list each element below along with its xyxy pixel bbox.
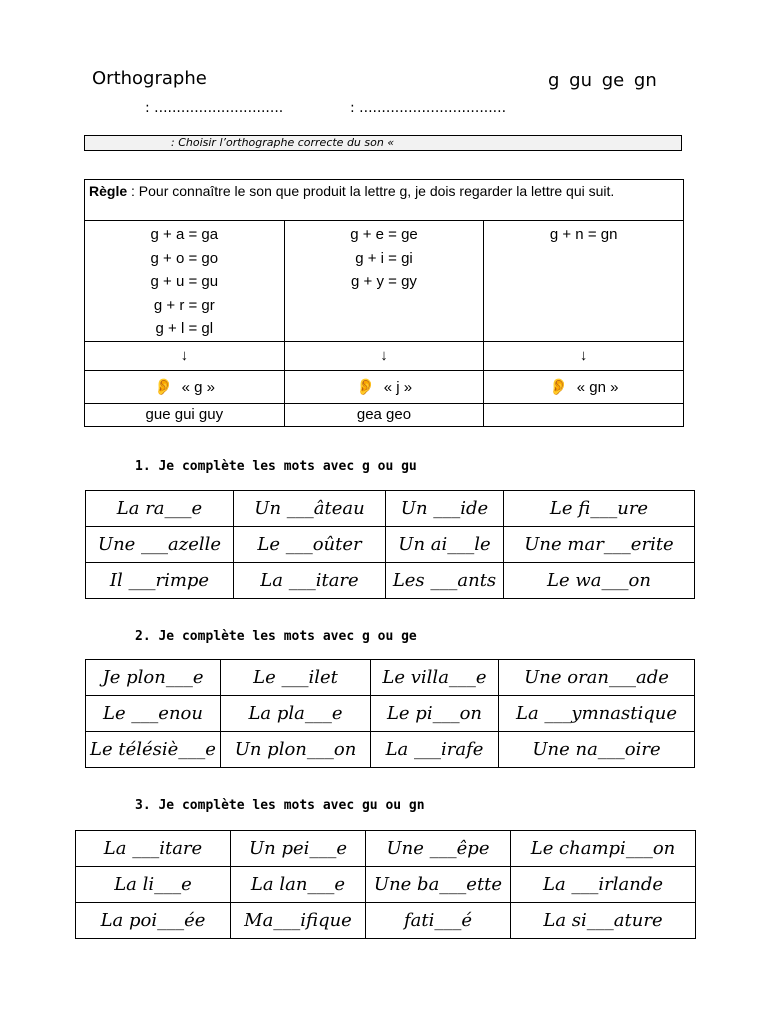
sound-label: « gn » (576, 378, 619, 396)
exercise-2-heading: 2. Je complète les mots avec g ou ge (135, 629, 417, 644)
word-cell[interactable]: fati___é (366, 903, 511, 939)
down-arrow-icon: ↓ (284, 341, 484, 370)
word-cell[interactable]: Le villa___e (371, 660, 499, 696)
rule-eq: g + o = go (150, 249, 219, 267)
date-line: : ................................. (350, 100, 507, 116)
word-cell[interactable]: Un pei___e (231, 831, 366, 867)
word-cell[interactable]: Une ___azelle (86, 527, 234, 563)
word-cell[interactable]: La poi___ée (76, 903, 231, 939)
word-cell[interactable]: Les ___ants (386, 563, 504, 599)
table-row (86, 563, 695, 599)
example-cell: gea geo (284, 403, 484, 426)
word-cell[interactable]: Il ___rimpe (86, 563, 234, 599)
word-cell[interactable]: La pla___e (221, 696, 371, 732)
sound-cell-g (85, 370, 285, 403)
word-cell[interactable]: Le pi___on (371, 696, 499, 732)
table-row (76, 831, 696, 867)
sound-cell-gn (484, 370, 684, 403)
ear-icon: 👂 (153, 378, 174, 396)
table-row (76, 867, 696, 903)
rule-col-1 (85, 221, 285, 342)
word-cell[interactable]: Le ___oûter (234, 527, 386, 563)
word-cell[interactable]: Une mar___erite (504, 527, 695, 563)
word-cell[interactable]: La li___e (76, 867, 231, 903)
rule-eq: g + y = gy (351, 273, 417, 290)
exercise-1-table (85, 490, 695, 599)
word-cell[interactable]: La ___ymnastique (499, 696, 695, 732)
rule-eq: g + a = ga (150, 226, 219, 243)
rule-eq: g + e = ge (350, 226, 418, 243)
word-cell[interactable]: Le wa___on (504, 563, 695, 599)
instruction-box (84, 135, 682, 151)
word-cell[interactable]: Une ba___ette (366, 867, 511, 903)
table-row (86, 527, 695, 563)
rule-eq: g + l = gl (155, 320, 214, 337)
rule-text (85, 180, 684, 221)
word-cell[interactable]: Je plon___e (86, 660, 221, 696)
word-cell[interactable]: Une ___êpe (366, 831, 511, 867)
word-cell[interactable]: La lan___e (231, 867, 366, 903)
word-cell[interactable]: Un ___âteau (234, 491, 386, 527)
table-row (86, 491, 695, 527)
rule-col-2 (284, 221, 484, 342)
rule-eq: g + i = gi (355, 249, 413, 267)
word-cell[interactable]: Le ___enou (86, 696, 221, 732)
table-row (76, 903, 696, 939)
table-row (86, 696, 695, 732)
word-cell[interactable]: Le ___ilet (221, 660, 371, 696)
sounds-heading: g gu ge gn (548, 70, 657, 91)
example-cell (484, 403, 684, 426)
rule-eq: g + u = gu (150, 273, 219, 290)
word-cell[interactable]: Ma___ifique (231, 903, 366, 939)
word-cell[interactable]: Un ___ide (386, 491, 504, 527)
word-cell[interactable]: Le fi___ure (504, 491, 695, 527)
sound-cell-j (284, 370, 484, 403)
name-line: : ............................. (145, 100, 284, 116)
table-row (86, 660, 695, 696)
down-arrow-icon: ↓ (484, 341, 684, 370)
instruction-text: : Choisir l’orthographe correcte du son « (171, 136, 395, 149)
rule-table (84, 179, 684, 427)
down-arrow-icon: ↓ (85, 341, 285, 370)
word-cell[interactable]: Un plon___on (221, 732, 371, 768)
exercise-1-heading: 1. Je complète les mots avec g ou gu (135, 459, 417, 474)
rule-label: Règle (89, 183, 128, 199)
word-cell[interactable]: La ___irafe (371, 732, 499, 768)
word-cell[interactable]: La ___itare (76, 831, 231, 867)
example-cell: gue gui guy (85, 403, 285, 426)
rule-eq: g + n = gn (549, 226, 618, 243)
page-title: Orthographe (92, 68, 207, 89)
ear-icon: 👂 (548, 378, 569, 396)
rule-eq: g + r = gr (153, 296, 215, 314)
sound-label: « g » (181, 378, 215, 396)
word-cell[interactable]: La ra___e (86, 491, 234, 527)
word-cell[interactable]: Le champi___on (511, 831, 696, 867)
exercise-3-table (75, 830, 696, 939)
sound-label: « j » (383, 378, 413, 396)
rule-sentence: : Pour connaître le son que produit la lettre g, je dois regarder la lettre qui suit. (127, 183, 615, 199)
word-cell[interactable]: La ___itare (234, 563, 386, 599)
word-cell[interactable]: Une oran___ade (499, 660, 695, 696)
word-cell[interactable]: La ___irlande (511, 867, 696, 903)
table-row (86, 732, 695, 768)
exercise-2-table (85, 659, 695, 768)
word-cell[interactable]: Le télésiè___e (86, 732, 221, 768)
exercise-3-heading: 3. Je complète les mots avec gu ou gn (135, 798, 425, 813)
word-cell[interactable]: Un ai___le (386, 527, 504, 563)
ear-icon: 👂 (355, 378, 376, 396)
rule-col-3 (484, 221, 684, 342)
word-cell[interactable]: Une na___oire (499, 732, 695, 768)
word-cell[interactable]: La si___ature (511, 903, 696, 939)
